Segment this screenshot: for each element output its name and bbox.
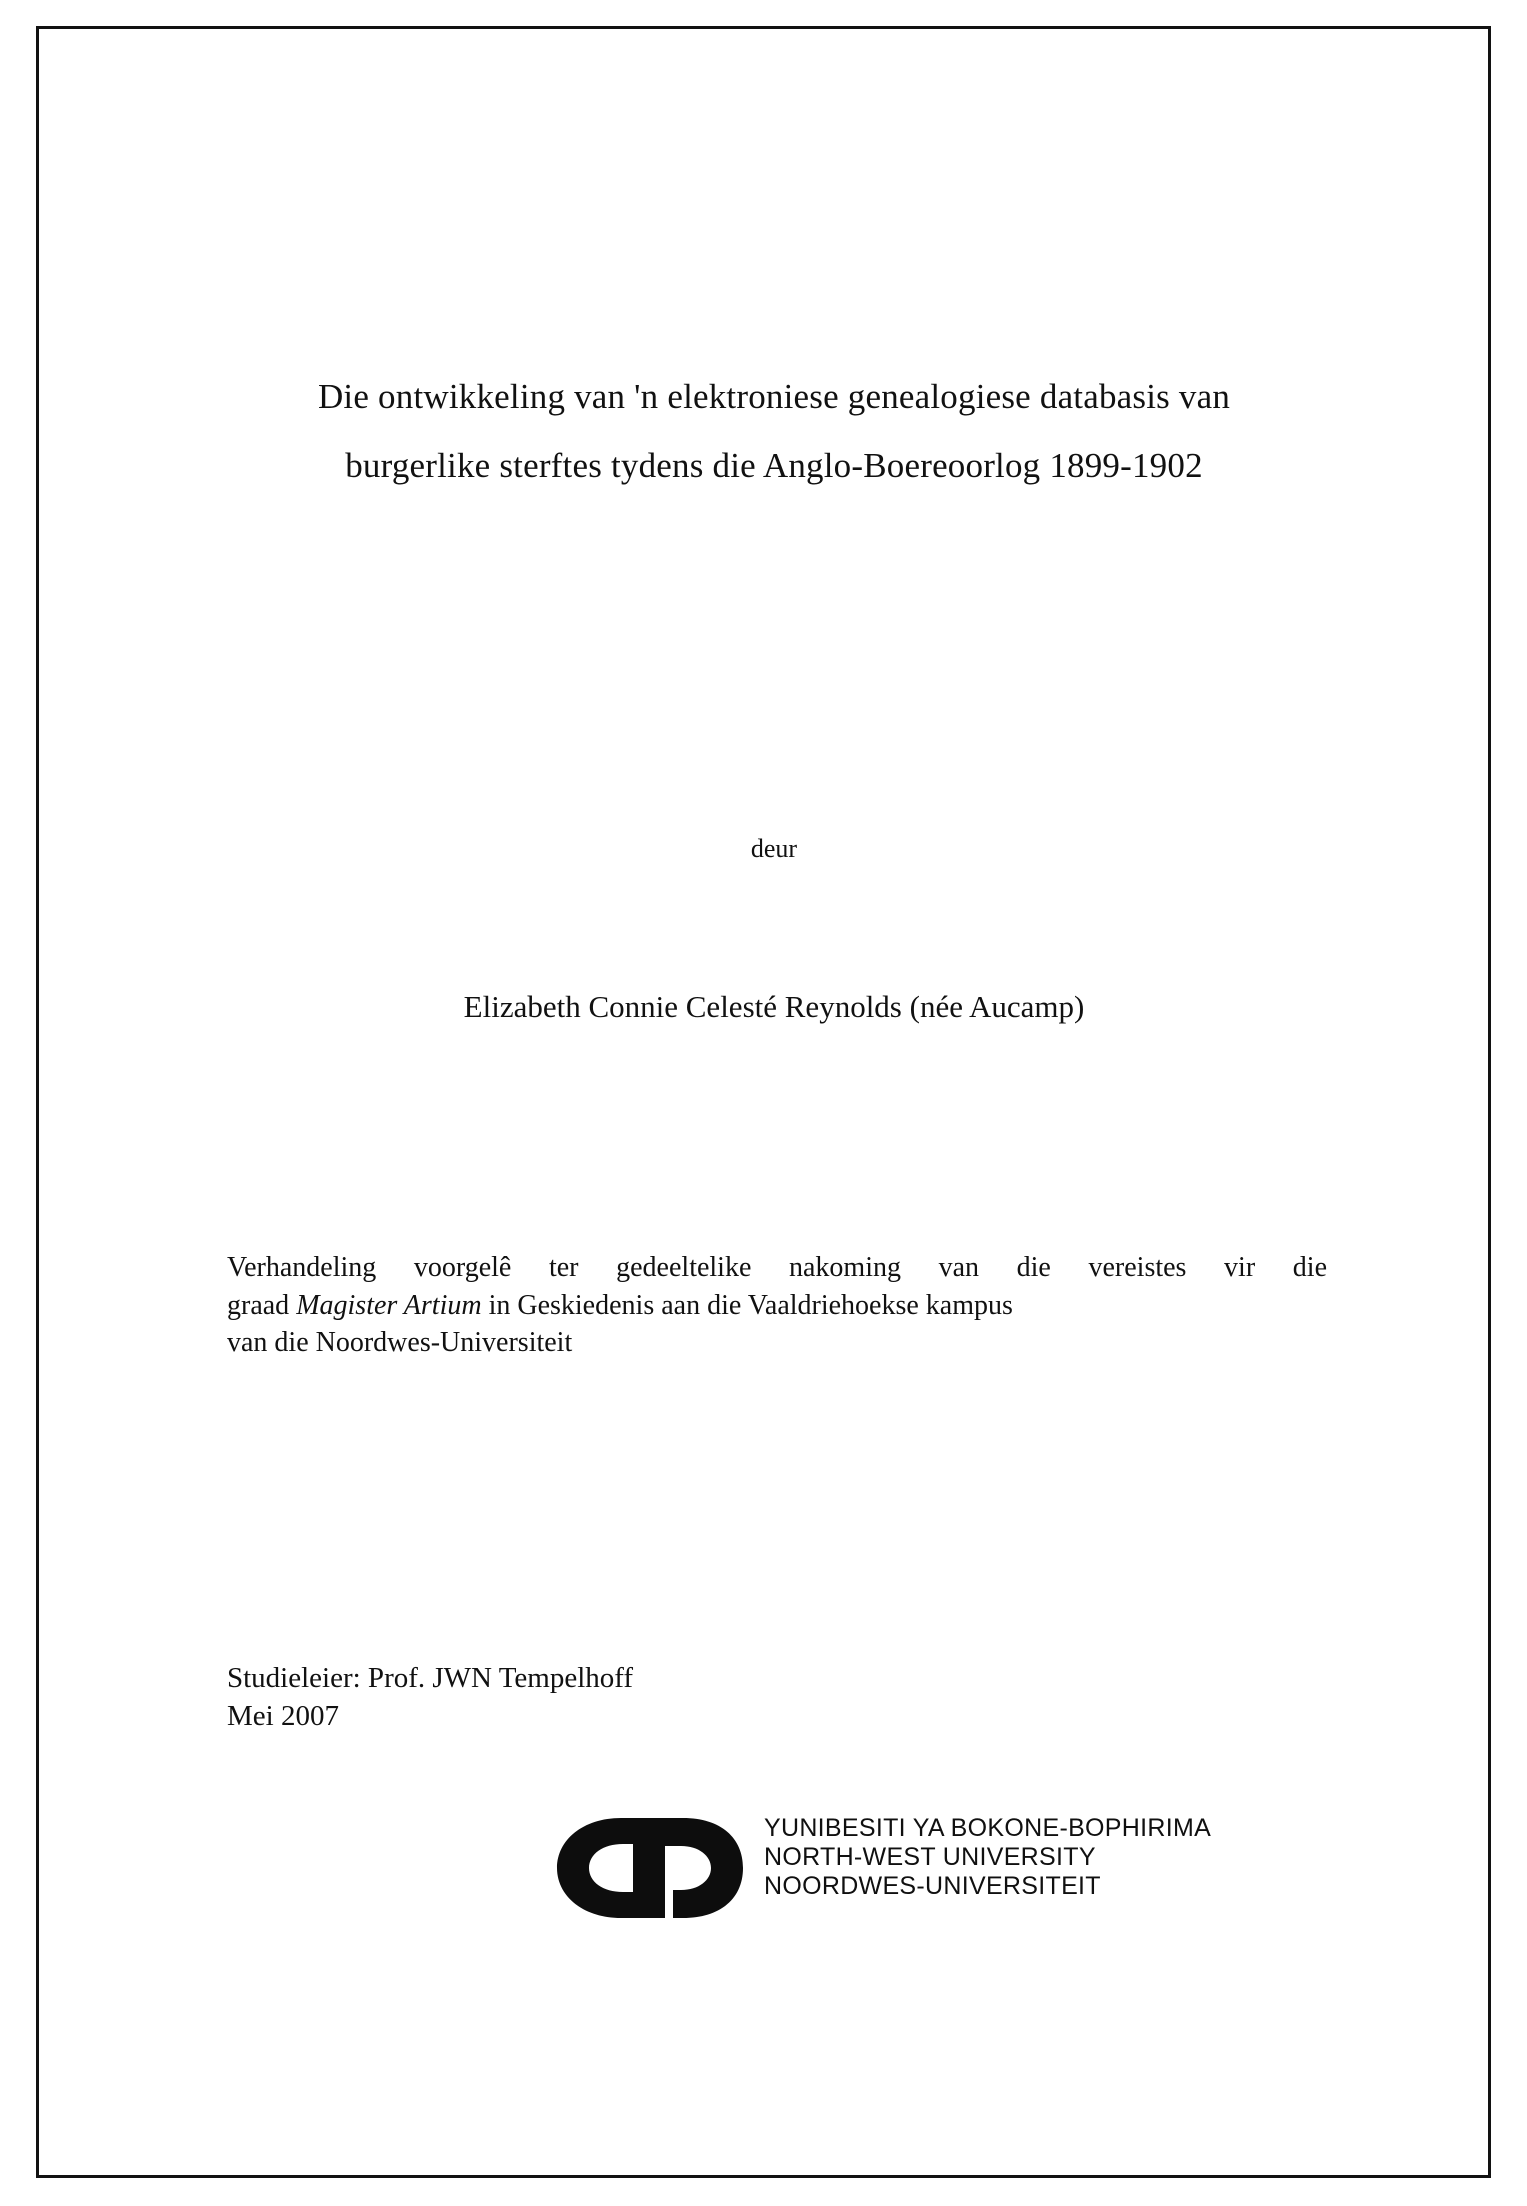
date-line: Mei 2007 (227, 1700, 339, 1733)
logo-text-line-2: NORTH-WEST UNIVERSITY (764, 1843, 1096, 1871)
submission-line-2 (227, 1287, 1327, 1325)
degree-name: Magister Artium (296, 1289, 482, 1321)
submission-line-2-suffix: in Geskiedenis aan die Vaaldriehoekse kampus (481, 1289, 1013, 1321)
page-border-frame (36, 26, 1491, 2178)
thesis-title (209, 379, 1339, 483)
submission-line-1: Verhandeling voorgelê ter gedeeltelike nakoming van die vereistes vir die (227, 1252, 1327, 1283)
logo-text-line-1: YUNIBESITI YA BOKONE-BOPHIRIMA (764, 1814, 1212, 1842)
university-logo-text (764, 1814, 1211, 1901)
title-line-1: Die ontwikkeling van 'n elektroniese genealogiese databasis van (317, 377, 1231, 416)
by-label: deur (750, 834, 798, 863)
logo-text-line-3: NOORDWES-UNIVERSITEIT (764, 1872, 1101, 1900)
submission-statement (227, 1249, 1327, 1362)
university-logo-block (519, 1804, 1219, 1934)
supervisor-block (227, 1659, 1227, 1736)
supervisor-line: Studieleier: Prof. JWN Tempelhoff (227, 1662, 634, 1694)
author-name: Elizabeth Connie Celesté Reynolds (née Aucamp) (463, 989, 1085, 1024)
title-page-content (189, 29, 1359, 2175)
title-line-2: burgerlike sterftes tydens die Anglo-Boereoorlog 1899-1902 (345, 446, 1203, 485)
north-west-university-logo-icon (549, 1812, 749, 1924)
submission-line-3: van die Noordwes-Universiteit (227, 1327, 573, 1359)
submission-line-2-prefix: graad (227, 1289, 297, 1321)
